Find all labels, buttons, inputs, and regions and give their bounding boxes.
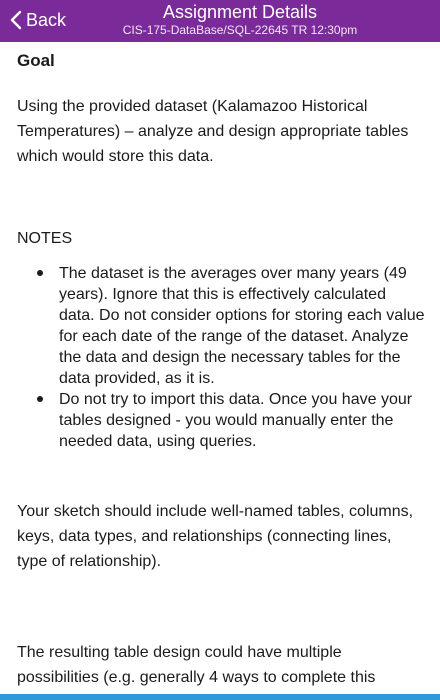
goal-heading: Goal [17,51,55,70]
page-title: Assignment Details [162,2,318,22]
back-button[interactable] [10,6,66,34]
notes-list [17,263,425,452]
bottom-bar [0,694,440,700]
note-item: Do not try to import this data. Once you have your tables designed - you would manually enter the needed data, using queries. [37,389,425,452]
note-item: The dataset is the averages over many years (49 years). Ignore that this is effectively calculated data. Do not consider options for storing each value for each date of the range of the dataset. Analyze the data and design the necessary tables for the data provided, as it is. [37,263,425,389]
assignment-body [17,48,425,690]
back-label: Back [26,9,67,30]
notes-label: NOTES [17,230,73,247]
sketch-paragraph: Your sketch should include well-named tables, columns, keys, data types, and relationships (connecting lines, type of relationship). [17,503,414,570]
course-subtitle: CIS-175-DataBase/SQL-22645 TR 12:30pm [122,23,358,37]
goal-paragraph: Using the provided dataset (Kalamazoo Historical Temperatures) – analyze and design appropriate tables which would store this data. [17,98,409,165]
header-title-group [80,2,400,38]
result-paragraph: The resulting table design could have multiple possibilities (e.g. generally 4 ways to complete this [17,644,376,686]
chevron-left-icon [10,10,22,30]
app-header [0,0,440,42]
